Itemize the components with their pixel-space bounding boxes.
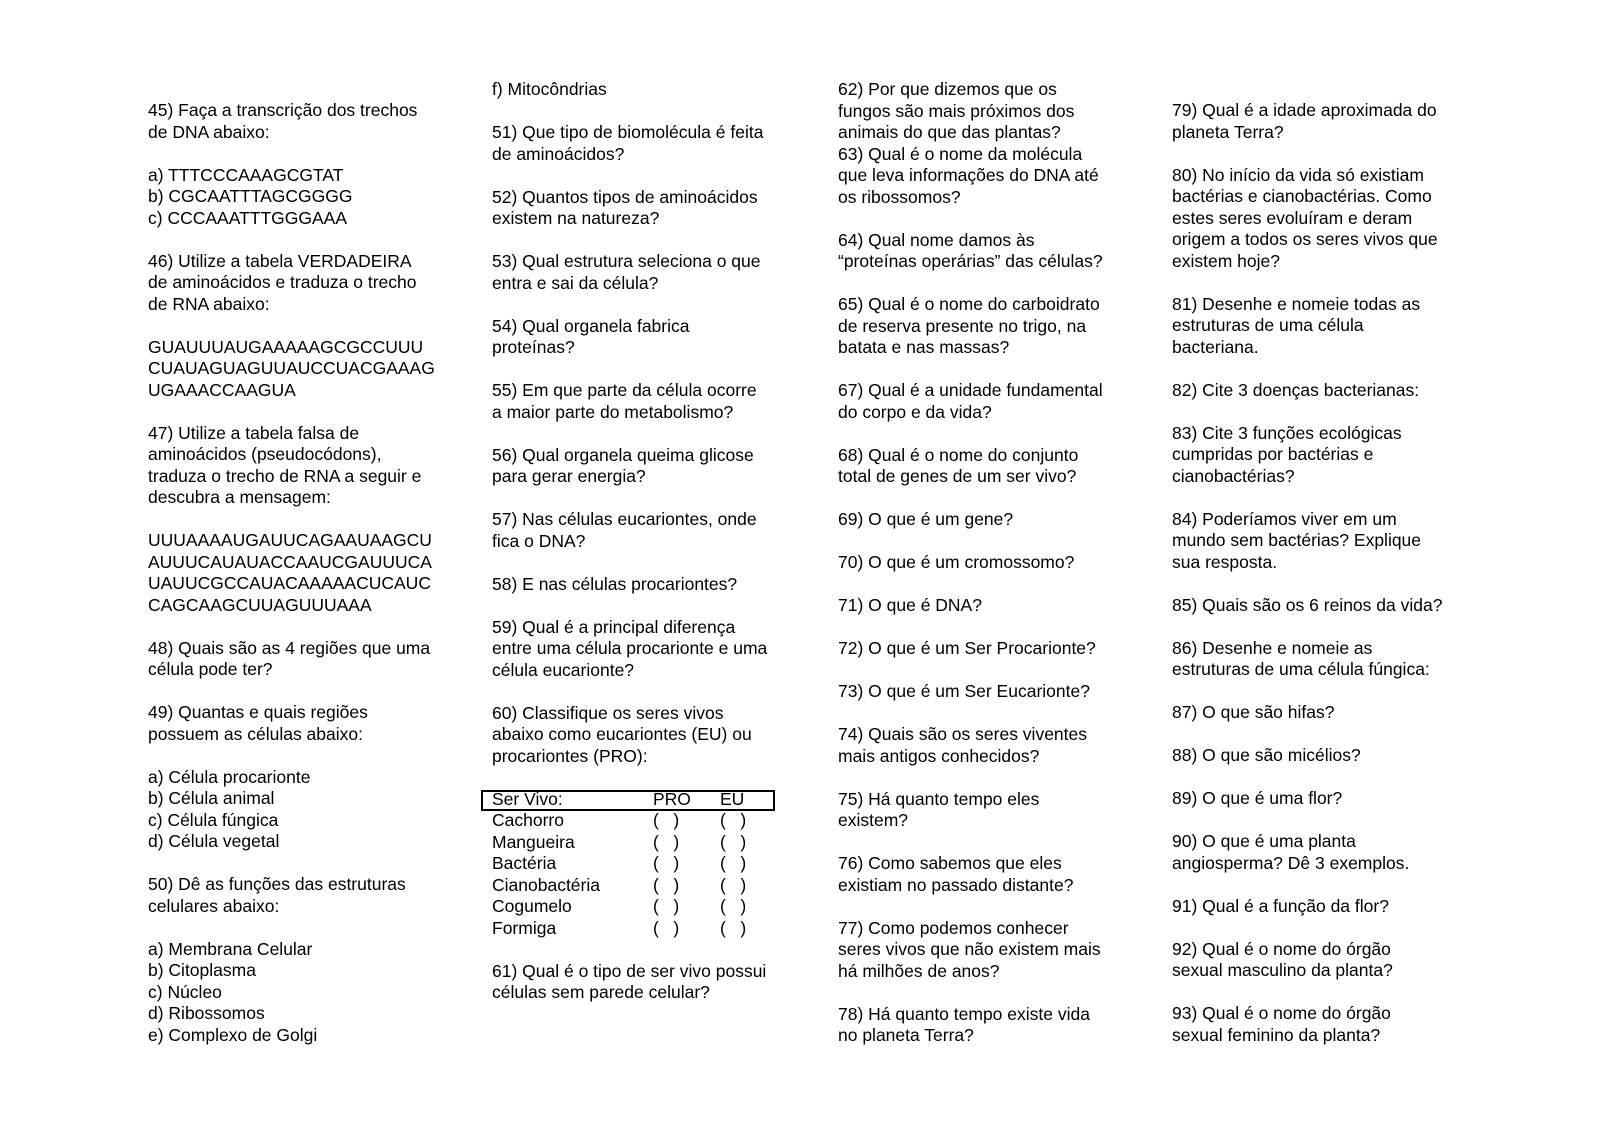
text-line: sexual feminino da planta? [1172,1024,1381,1045]
text-line: mundo sem bactérias? Explique [1172,530,1422,550]
text-line: que leva informações do DNA até [838,165,1099,185]
text-line: AUUUCAUAUACCAAUCGAUUUCA [148,551,432,572]
text-line: de reserva presente no trigo, na [838,315,1087,336]
text-line: 70) O que é um cromossomo? [838,552,1075,572]
text-line: 74) Quais são os seres viventes [838,724,1088,744]
text-line: GUAUUUAUGAAAAAGCGCCUUU [148,336,424,357]
question-block [148,874,435,917]
question-block [492,445,767,488]
question-block [1172,294,1442,359]
text-line: estes seres evoluíram e deram [1172,207,1413,228]
question-block [1172,100,1442,143]
text-line: aminoácidos (pseudocódons), [148,444,382,464]
text-line: existiam no passado distante? [838,874,1074,895]
question-block [838,509,1103,531]
question-block [492,316,767,359]
question-block [492,79,767,101]
question-block [1172,165,1442,273]
question-block [838,380,1103,423]
text-line: descubra a mensagem: [148,487,331,507]
text-line: animais do que das plantas? [838,122,1061,142]
classification-table [492,789,767,940]
question-block [1172,831,1442,874]
text-line: 77) Como podemos conhecer [838,917,1069,938]
text-line: origem a todos os seres vivos que [1172,229,1438,249]
text-line: c) CCCAAATTTGGGAAA [148,207,347,228]
text-line: 88) O que são micélios? [1172,745,1361,765]
eu-checkbox[interactable]: ( ) [720,896,747,916]
question-block [838,724,1103,767]
text-line: 87) O que são hifas? [1172,702,1335,722]
text-line: estruturas de uma célula [1172,315,1364,335]
text-line: possuem as células abaixo: [148,723,363,744]
pro-checkbox[interactable]: ( ) [653,810,680,830]
text-line: 53) Qual estrutura seleciona o que [492,251,761,271]
text-line: entra e sai da célula? [492,272,659,293]
text-line: 86) Desenhe e nomeie as [1172,637,1373,658]
question-block [492,617,767,682]
question-block [492,961,767,1004]
text-line: e) Complexo de Golgi [148,1024,318,1045]
text-line: fica o DNA? [492,530,586,551]
text-line: traduza o trecho de RNA a seguir e [148,465,422,486]
organism-name: Cianobactéria [492,874,600,895]
text-line: CAGCAAGCUUAGUUUAAA [148,594,372,615]
table-header-cell: Ser Vivo: [492,788,563,809]
text-line: cumpridas por bactérias e [1172,444,1374,464]
text-line: célula eucarionte? [492,659,635,680]
text-line: b) CGCAATTTAGCGGGG [148,186,353,206]
text-line: 82) Cite 3 doenças bacterianas: [1172,379,1420,400]
text-line: cianobactérias? [1172,465,1295,486]
question-block [838,552,1103,574]
text-line: 63) Qual é o nome da molécula [838,143,1083,164]
question-block [148,939,435,1047]
text-line: 93) Qual é o nome do órgão [1172,1003,1391,1023]
text-line: 91) Qual é a função da flor? [1172,895,1389,916]
table-row [492,853,767,875]
question-block [838,445,1103,488]
text-line: 52) Quantos tipos de aminoácidos [492,186,758,207]
question-block [1172,745,1442,767]
text-line: 46) Utilize a tabela VERDADEIRA [148,250,412,271]
text-line: f) Mitocôndrias [492,79,607,99]
text-line: estruturas de uma célula fúngica: [1172,659,1430,679]
text-line: célula pode ter? [148,659,273,679]
text-line: 69) O que é um gene? [838,509,1014,529]
text-line: d) Ribossomos [148,1003,265,1023]
text-line: 47) Utilize a tabela falsa de [148,422,360,443]
question-block [148,767,435,853]
text-line: no planeta Terra? [838,1025,974,1045]
question-block [838,681,1103,703]
text-line: 56) Qual organela queima glicose [492,444,754,465]
eu-checkbox[interactable]: ( ) [720,810,747,830]
organism-name: Bactéria [492,853,557,873]
table-header-cell: PRO [653,788,691,809]
text-line: de aminoácidos e traduza o trecho [148,272,417,292]
text-line: sua resposta. [1172,551,1278,572]
text-line: proteínas? [492,337,575,357]
text-line: c) Célula fúngica [148,809,279,830]
question-block [1172,595,1442,617]
text-line: b) Citoplasma [148,960,256,980]
text-line: UAUUCGCCAUACAAAAACUCAUC [148,573,431,593]
text-line: de RNA abaixo: [148,293,270,314]
text-line: procariontes (PRO): [492,745,648,766]
text-line: abaixo como eucariontes (EU) ou [492,724,752,744]
question-block [838,1004,1103,1047]
question-block [148,337,435,402]
text-line: c) Núcleo [148,981,222,1002]
question-block [492,703,767,768]
pro-checkbox[interactable]: ( ) [653,874,680,895]
text-line: 45) Faça a transcrição dos trechos [148,100,418,120]
question-block [148,251,435,316]
text-line: batata e nas massas? [838,337,1010,357]
text-line: entre uma célula procarionte e uma [492,638,768,658]
text-line: bactérias e cianobactérias. Como [1172,186,1432,206]
question-block [1172,1003,1442,1046]
table-header-row [492,789,767,811]
question-block [1172,638,1442,681]
text-line: planeta Terra? [1172,121,1284,142]
text-line: 64) Qual nome damos às [838,229,1035,250]
pro-checkbox[interactable]: ( ) [653,831,680,852]
text-line: fungos são mais próximos dos [838,100,1075,121]
text-line: existem? [838,810,909,830]
question-block [148,100,435,143]
text-line: os ribossomos? [838,186,961,207]
text-line: 76) Como sabemos que eles [838,853,1062,873]
question-block [492,380,767,423]
text-line: 50) Dê as funções das estruturas [148,874,406,894]
text-line: seres vivos que não existem mais [838,939,1101,959]
text-line: 57) Nas células eucariontes, onde [492,509,757,529]
text-line: 60) Classifique os seres vivos [492,702,724,723]
text-line: bacteriana. [1172,336,1259,357]
table-row [492,832,767,854]
text-line: células sem parede celular? [492,982,710,1002]
question-block [838,918,1103,983]
eu-checkbox[interactable]: ( ) [720,874,747,895]
text-line: de DNA abaixo: [148,121,270,142]
column-1 [148,100,435,1046]
pro-checkbox[interactable]: ( ) [653,917,680,938]
organism-name: Mangueira [492,831,575,852]
text-line: 67) Qual é a unidade fundamental [838,380,1103,400]
text-line: sexual masculino da planta? [1172,960,1393,980]
question-block [492,509,767,552]
text-line: 73) O que é um Ser Eucarionte? [838,681,1090,701]
text-line: UGAAACCAAGUA [148,379,296,400]
text-line: 71) O que é DNA? [838,595,982,615]
text-line: 54) Qual organela fabrica [492,315,690,336]
text-line: 61) Qual é o tipo de ser vivo possui [492,960,767,981]
eu-checkbox[interactable]: ( ) [720,853,747,873]
text-line: celulares abaixo: [148,895,280,916]
question-block [838,853,1103,896]
text-line: a) Membrana Celular [148,938,313,959]
text-line: 72) O que é um Ser Procarionte? [838,638,1096,658]
text-line: UUUAAAAUGAUUCAGAAUAAGCU [148,530,432,550]
eu-checkbox[interactable]: ( ) [720,831,747,852]
text-line: 51) Que tipo de biomolécula é feita [492,122,764,142]
question-block [148,423,435,509]
text-line: mais antigos conhecidos? [838,745,1040,766]
text-line: 65) Qual é o nome do carboidrato [838,294,1100,314]
question-block [838,789,1103,832]
text-line: para gerar energia? [492,466,646,486]
text-line: 68) Qual é o nome do conjunto [838,444,1079,465]
question-block [838,230,1103,273]
question-block [148,702,435,745]
table-row [492,896,767,918]
question-block [1172,896,1442,918]
text-line: “proteínas operárias” das células? [838,251,1103,271]
column-4 [1172,100,1442,1046]
table-row [492,810,767,832]
question-block [492,251,767,294]
text-line: há milhões de anos? [838,960,1000,981]
table-row [492,875,767,897]
text-line: 85) Quais são os 6 reinos da vida? [1172,594,1443,615]
question-block [148,530,435,616]
text-line: total de genes de um ser vivo? [838,466,1077,486]
text-line: d) Célula vegetal [148,831,280,851]
text-line: 79) Qual é a idade aproximada do [1172,100,1437,120]
question-block [1172,939,1442,982]
question-block [492,187,767,230]
pro-checkbox[interactable]: ( ) [653,853,680,873]
question-block [1172,423,1442,488]
text-line: 81) Desenhe e nomeie todas as [1172,293,1421,314]
text-line: a) Célula procarionte [148,766,311,787]
question-block [1172,509,1442,574]
text-line: existem hoje? [1172,250,1280,271]
text-line: 62) Por que dizemos que os [838,79,1057,99]
pro-checkbox[interactable]: ( ) [653,896,680,916]
question-block [838,638,1103,660]
text-line: 75) Há quanto tempo eles [838,788,1040,809]
question-block [148,638,435,681]
text-line: 84) Poderíamos viver em um [1172,508,1397,529]
text-line: 55) Em que parte da célula ocorre [492,380,757,400]
text-line: b) Célula animal [148,788,275,808]
question-block [148,165,435,230]
text-line: a) TTTCCCAAAGCGTAT [148,164,344,185]
organism-name: Formiga [492,917,557,938]
text-line: 59) Qual é a principal diferença [492,616,736,637]
text-line: CUAUAGUAGUUAUCCUACGAAAG [148,358,435,378]
question-block [1172,788,1442,810]
question-block [838,294,1103,359]
text-line: angiosperma? Dê 3 exemplos. [1172,852,1410,873]
question-block [838,595,1103,617]
column-3 [838,79,1103,1047]
text-line: de aminoácidos? [492,143,625,164]
organism-name: Cachorro [492,810,564,830]
text-line: 49) Quantas e quais regiões [148,702,368,722]
text-line: do corpo e da vida? [838,401,992,422]
question-block [1172,702,1442,724]
text-line: 78) Há quanto tempo existe vida [838,1003,1090,1024]
question-block [492,122,767,165]
question-block [1172,380,1442,402]
table-header-cell: EU [720,788,745,809]
text-line: 48) Quais são as 4 regiões que uma [148,637,431,658]
text-line: 83) Cite 3 funções ecológicas [1172,422,1402,443]
text-line: 80) No início da vida só existiam [1172,164,1424,185]
text-line: existem na natureza? [492,208,660,228]
organism-name: Cogumelo [492,896,572,916]
text-line: a maior parte do metabolismo? [492,401,734,422]
table-row [492,918,767,940]
text-line: 90) O que é uma planta [1172,831,1356,851]
text-line: 58) E nas células procariontes? [492,573,738,594]
question-block [492,574,767,596]
question-block [838,79,1103,208]
text-line: 89) O que é uma flor? [1172,788,1343,808]
text-line: 92) Qual é o nome do órgão [1172,938,1391,959]
eu-checkbox[interactable]: ( ) [720,917,747,938]
column-2 [492,79,767,1004]
